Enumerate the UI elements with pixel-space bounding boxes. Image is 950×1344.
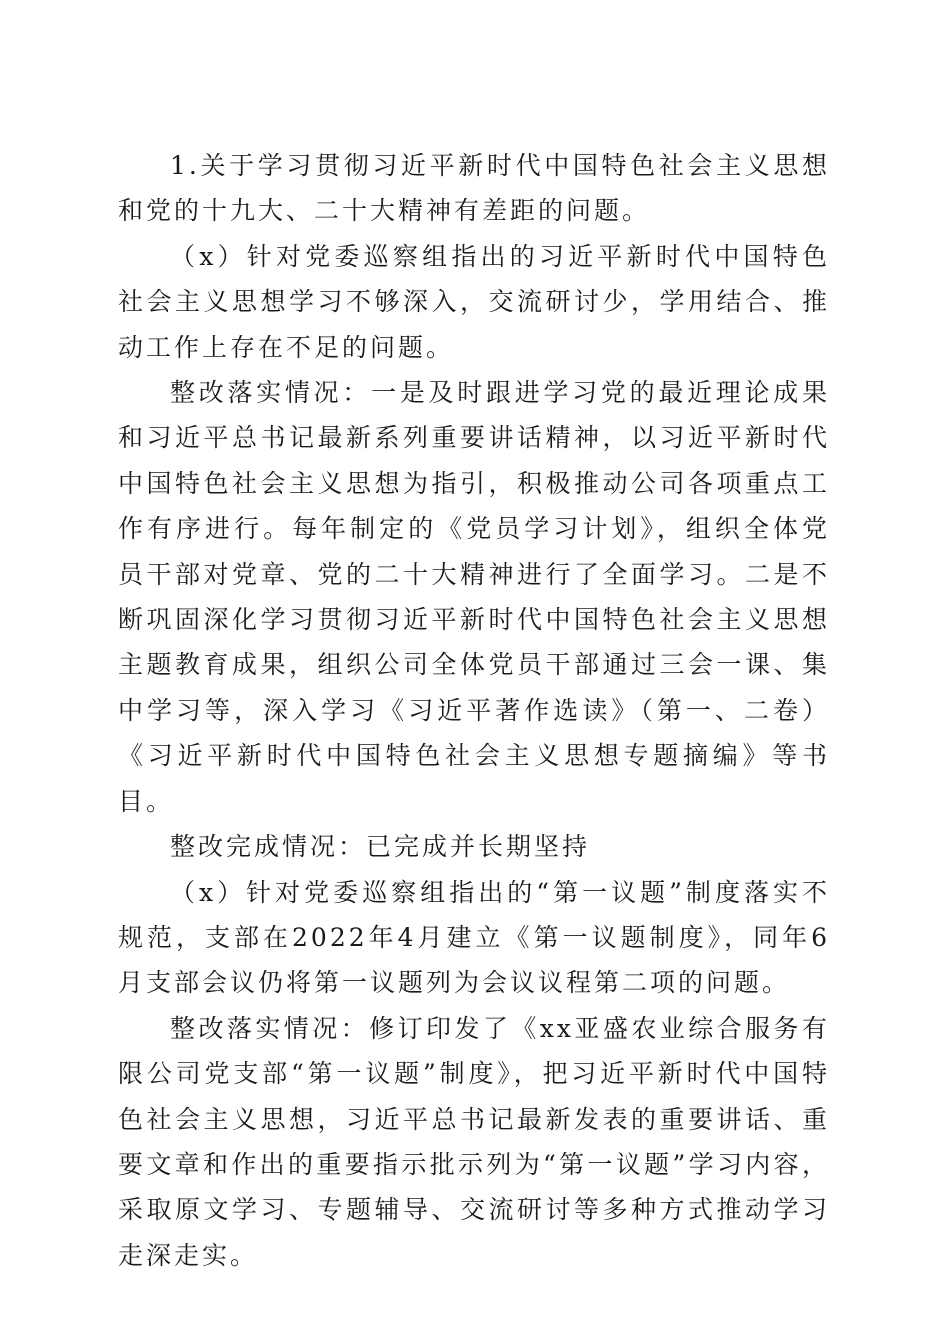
heading-item-1: 1.关于学习贯彻习近平新时代中国特色社会主义思想和党的十九大、二十大精神有差距的问题。 (118, 151, 830, 226)
issue-paragraph-1: （x）针对党委巡察组指出的习近平新时代中国特色社会主义思想学习不够深入，交流研讨少，学用结合、推动工作上存在不足的问题。 (118, 241, 830, 362)
rectification-paragraph-2: 整改落实情况：修订印发了《xx亚盛农业综合服务有限公司党支部“第一议题”制度》，把习近平新时代中国特色社会主义思想，习近平总书记最新发表的重要讲话、重要文章和作出的重要指示批示列为“第一议题”学习内容，采取原文学习、专题辅导、交流研讨等多种方式推动学习走深走实。 (118, 1013, 830, 1270)
rectification-paragraph-1: 整改落实情况：一是及时跟进学习党的最近理论成果和习近平总书记最新系列重要讲话精神，以习近平新时代中国特色社会主义思想为指引，积极推动公司各项重点工作有序进行。每年制定的《党员学习计划》，组织全体党员干部对党章、党的二十大精神进行了全面学习。二是不断巩固深化学习贯彻习近平新时代中国特色社会主义思想主题教育成果，组织公司全体党员干部通过三会一课、集中学习等，深入学习《习近平著作选读》（第一、二卷）《习近平新时代中国特色社会主义思想专题摘编》等书目。 (118, 378, 830, 816)
document-body (118, 143, 830, 1278)
issue-paragraph-2: （x）针对党委巡察组指出的“第一议题”制度落实不规范，支部在2022年4月建立《第一议题制度》，同年6月支部会议仍将第一议题列为会议议程第二项的问题。 (118, 877, 830, 998)
completion-status-paragraph: 整改完成情况：已完成并长期坚持 (170, 832, 591, 862)
